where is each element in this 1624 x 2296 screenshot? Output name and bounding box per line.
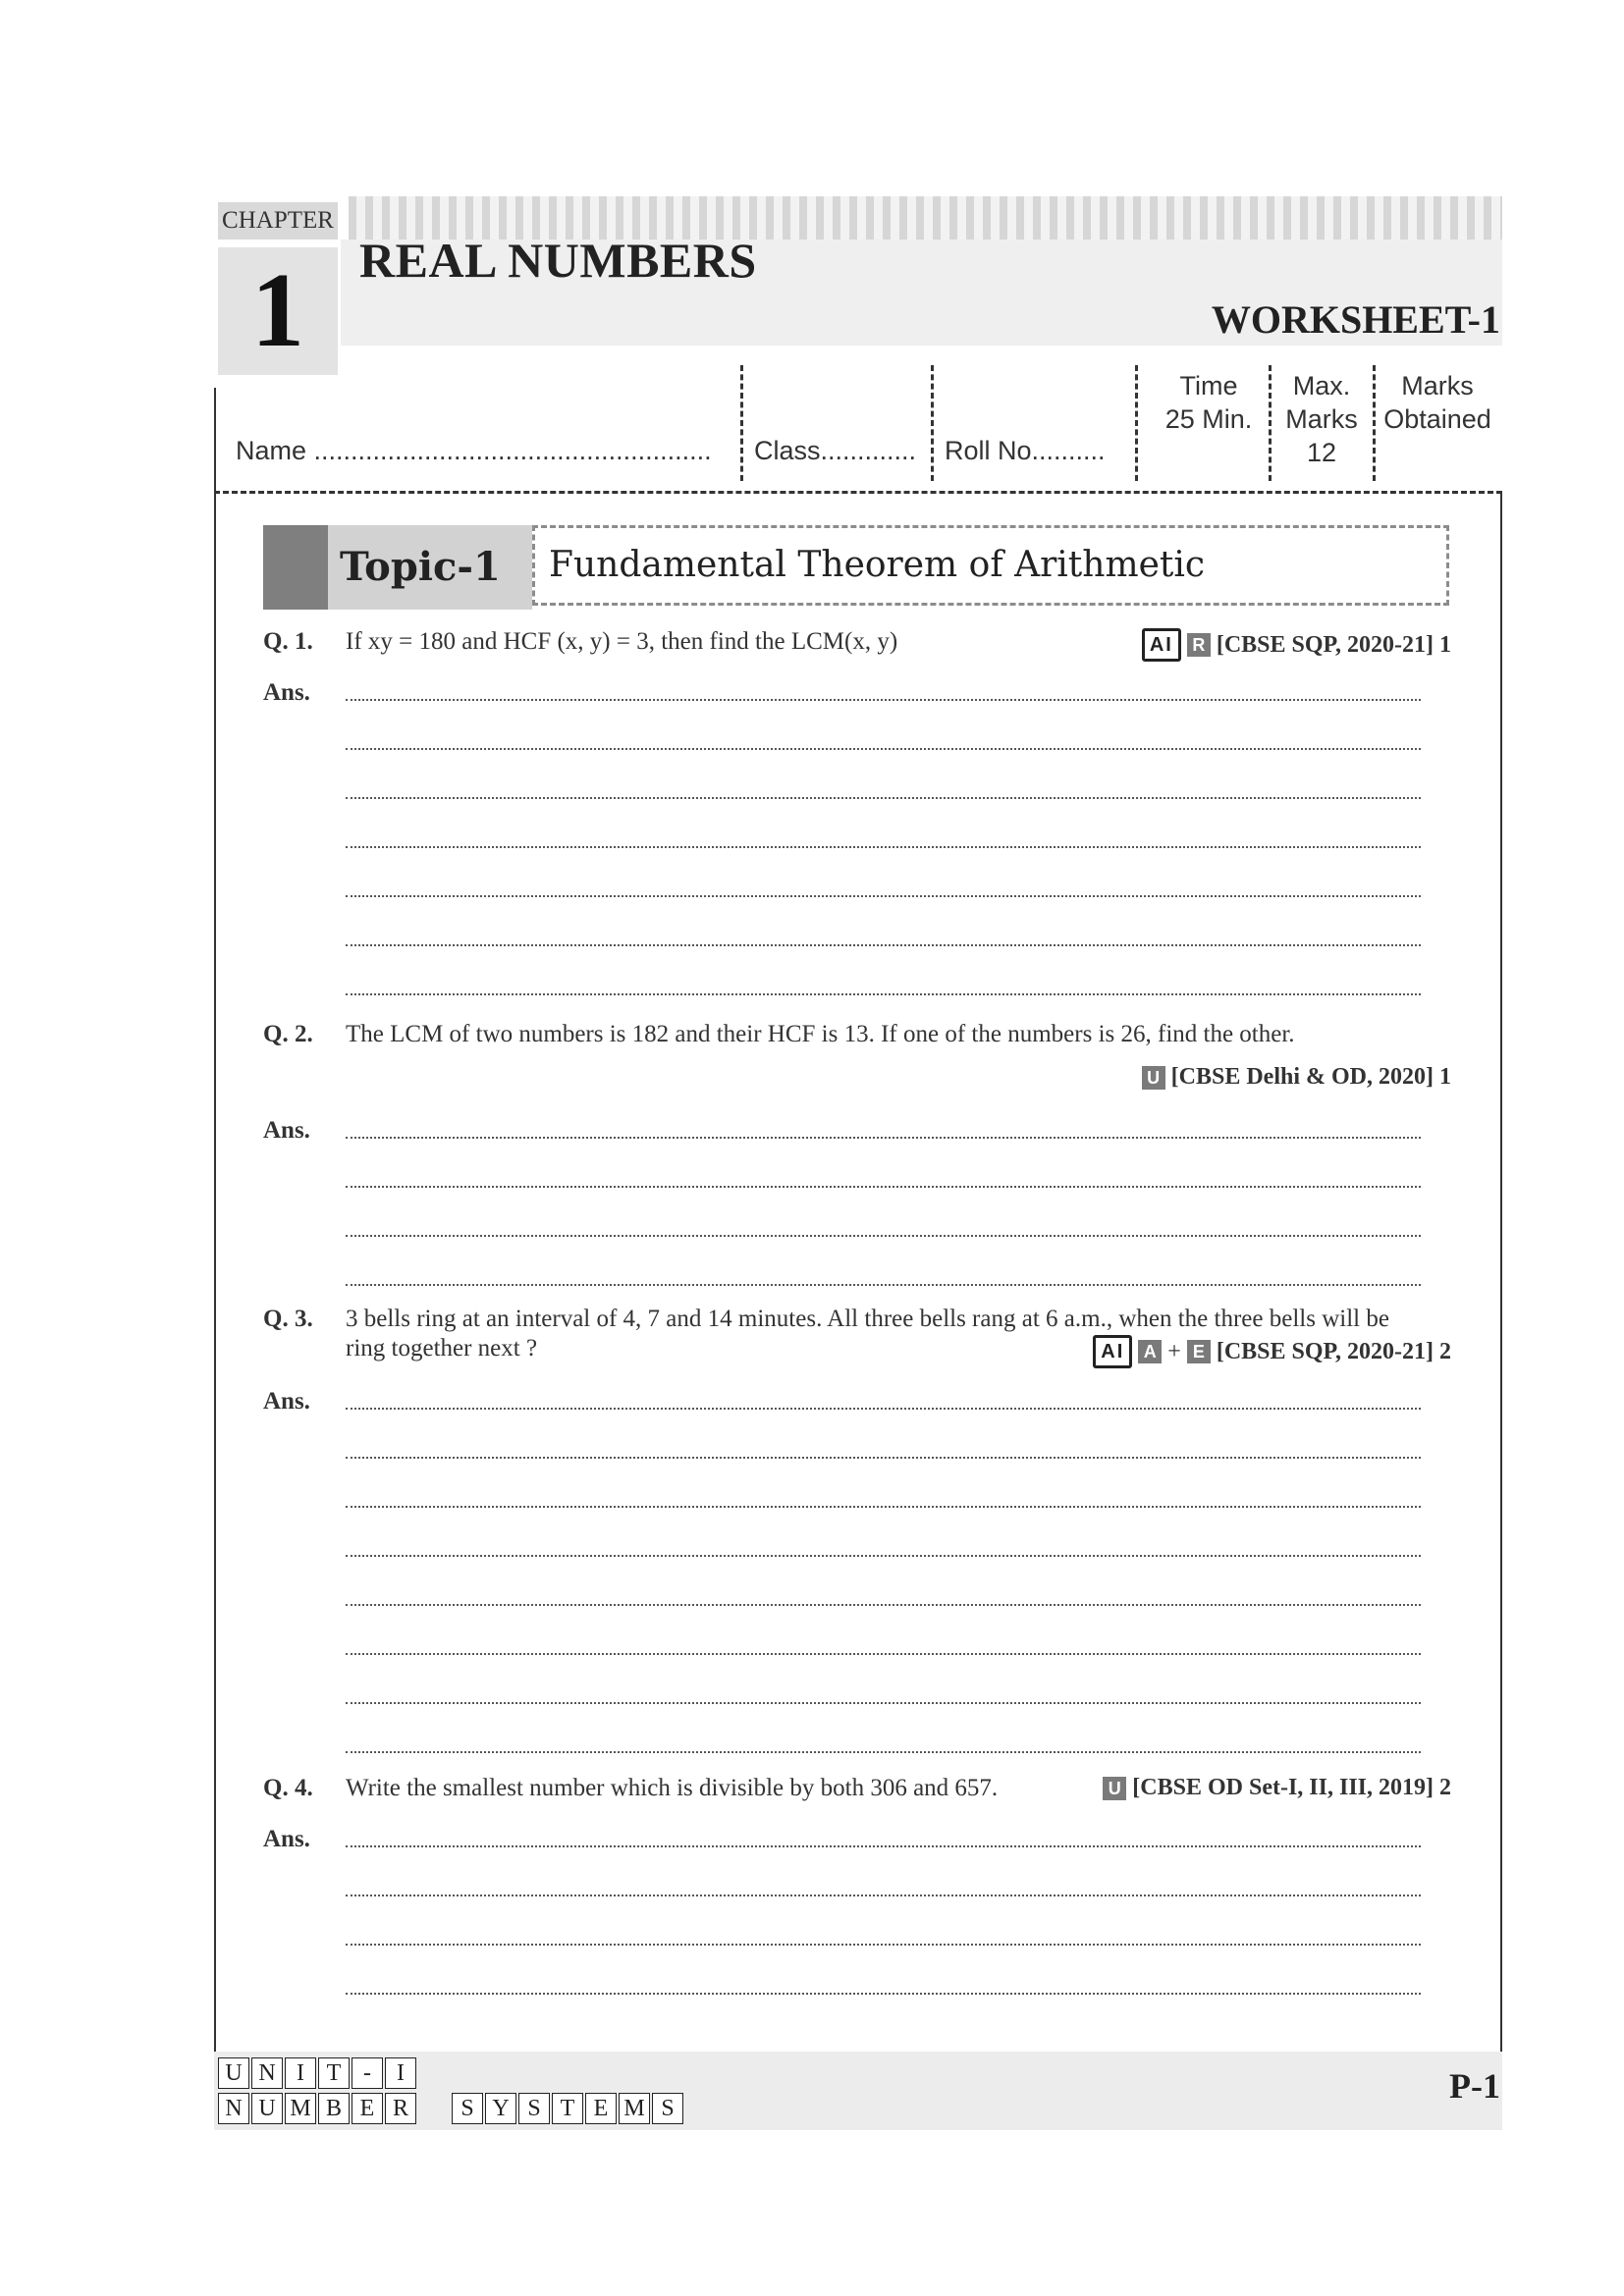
max-marks-value: 12 (1306, 438, 1337, 467)
answer-line[interactable] (346, 895, 1421, 897)
name-field[interactable]: Name ...................................................... (236, 436, 712, 465)
max-marks-label-1: Max. (1292, 371, 1351, 400)
chapter-number: 1 (218, 247, 338, 375)
answer-line[interactable] (346, 1137, 1421, 1139)
unit-label (218, 2057, 418, 2089)
info-separator (214, 491, 1502, 494)
answer-line[interactable] (346, 1702, 1421, 1704)
question-4-reference (1103, 1775, 1451, 1801)
answer-line[interactable] (346, 1235, 1421, 1237)
question-3-source: [CBSE SQP, 2020-21] 2 (1216, 1338, 1451, 1364)
topic-accent (263, 525, 328, 610)
divider (740, 365, 743, 481)
answer-line[interactable] (346, 993, 1421, 995)
answer-line[interactable] (346, 1408, 1421, 1410)
answer-line[interactable] (346, 1993, 1421, 1995)
unit-name-letter: E (585, 2093, 617, 2124)
marks-obtained-label-1: Marks (1401, 371, 1474, 400)
unit-name-letter: U (251, 2093, 283, 2124)
marks-obtained-box (1379, 369, 1496, 436)
question-2-source: [CBSE Delhi & OD, 2020] 1 (1170, 1064, 1451, 1090)
chapter-label: CHAPTER (218, 202, 338, 240)
unit-letter: N (251, 2057, 283, 2089)
question-1-text: If xy = 180 and HCF (x, y) = 3, then find the LCM(x, y) (346, 628, 898, 655)
divider (1269, 365, 1272, 481)
understand-badge-icon: U (1103, 1777, 1126, 1800)
unit-name-letter: S (452, 2093, 483, 2124)
unit-name-letter: E (352, 2093, 383, 2124)
unit-name-letter: S (518, 2093, 550, 2124)
remember-badge-icon: R (1187, 633, 1211, 657)
max-marks-box (1274, 369, 1369, 469)
question-2-label: Q. 2. (263, 1021, 313, 1047)
evaluate-badge-icon: E (1187, 1340, 1211, 1363)
class-field[interactable]: Class............. (754, 436, 917, 465)
question-1-source: [CBSE SQP, 2020-21] 1 (1216, 631, 1451, 658)
question-2-reference (1142, 1064, 1451, 1091)
answer-line[interactable] (346, 699, 1421, 701)
question-4-source: [CBSE OD Set-I, II, III, 2019] 2 (1132, 1775, 1451, 1800)
apply-badge-icon: A (1138, 1340, 1162, 1363)
unit-name (218, 2093, 685, 2124)
answer-line[interactable] (346, 1895, 1421, 1896)
answer-line[interactable] (346, 846, 1421, 848)
answer-2-label: Ans. (263, 1117, 310, 1144)
answer-line[interactable] (346, 1751, 1421, 1753)
answer-line[interactable] (346, 748, 1421, 750)
unit-name-letter: Y (485, 2093, 516, 2124)
unit-name-letter: T (552, 2093, 583, 2124)
max-marks-label-2: Marks (1285, 404, 1358, 434)
question-3-text-line-2: ring together next ? (346, 1335, 538, 1362)
chapter-title: REAL NUMBERS (359, 233, 757, 288)
answer-line[interactable] (346, 1604, 1421, 1606)
answer-line[interactable] (346, 1653, 1421, 1655)
unit-letter: T (318, 2057, 350, 2089)
unit-name-letter: R (385, 2093, 416, 2124)
answer-line[interactable] (346, 1944, 1421, 1946)
question-1-reference (1142, 628, 1451, 662)
answer-3-label: Ans. (263, 1388, 310, 1415)
divider (1373, 365, 1376, 481)
question-3-reference (1093, 1335, 1451, 1368)
unit-name-letter: N (218, 2093, 249, 2124)
unit-letter: I (285, 2057, 316, 2089)
topic-label: Topic-1 (328, 525, 532, 610)
question-4-label: Q. 4. (263, 1775, 313, 1801)
answer-line[interactable] (346, 944, 1421, 946)
answer-line[interactable] (346, 1845, 1421, 1847)
ai-book-icon: AI (1142, 628, 1181, 662)
worksheet-title: WORKSHEET-1 (1211, 297, 1500, 342)
answer-4-label: Ans. (263, 1826, 310, 1852)
answer-line[interactable] (346, 1457, 1421, 1459)
understand-badge-icon: U (1142, 1066, 1165, 1090)
plus-sign: + (1167, 1338, 1181, 1364)
answer-1-label: Ans. (263, 679, 310, 706)
answer-line[interactable] (346, 797, 1421, 799)
unit-name-letter: S (652, 2093, 683, 2124)
question-1-label: Q. 1. (263, 628, 313, 655)
question-3-label: Q. 3. (263, 1306, 313, 1332)
spacer (418, 2093, 450, 2124)
ai-book-icon: AI (1093, 1335, 1132, 1368)
question-4-text: Write the smallest number which is divisible by both 306 and 657. (346, 1775, 999, 1801)
time-value: 25 Min. (1164, 404, 1253, 434)
time-box (1147, 369, 1271, 436)
roll-number-field[interactable]: Roll No.......... (945, 436, 1106, 465)
unit-letter: - (352, 2057, 383, 2089)
time-label: Time (1179, 371, 1238, 400)
right-frame-line (1500, 491, 1502, 2052)
unit-name-letter: M (285, 2093, 316, 2124)
question-2-text: The LCM of two numbers is 182 and their HCF is 13. If one of the numbers is 26, find the other. (346, 1021, 1295, 1047)
unit-letter: U (218, 2057, 249, 2089)
unit-name-letter: B (318, 2093, 350, 2124)
unit-letter: I (385, 2057, 416, 2089)
answer-line[interactable] (346, 1186, 1421, 1188)
topic-title: Fundamental Theorem of Arithmetic (532, 525, 1449, 606)
answer-line[interactable] (346, 1555, 1421, 1557)
left-frame-line (214, 388, 216, 2052)
question-3-text-line-1: 3 bells ring at an interval of 4, 7 and 14 minutes. All three bells rang at 6 a.m., when the three bells will be (346, 1306, 1389, 1332)
page-number: P-1 (1449, 2066, 1500, 2106)
unit-name-letter: M (619, 2093, 650, 2124)
answer-line[interactable] (346, 1506, 1421, 1508)
divider (931, 365, 934, 481)
marks-obtained-label-2: Obtained (1383, 404, 1491, 434)
answer-line[interactable] (346, 1284, 1421, 1286)
divider (1135, 365, 1138, 481)
